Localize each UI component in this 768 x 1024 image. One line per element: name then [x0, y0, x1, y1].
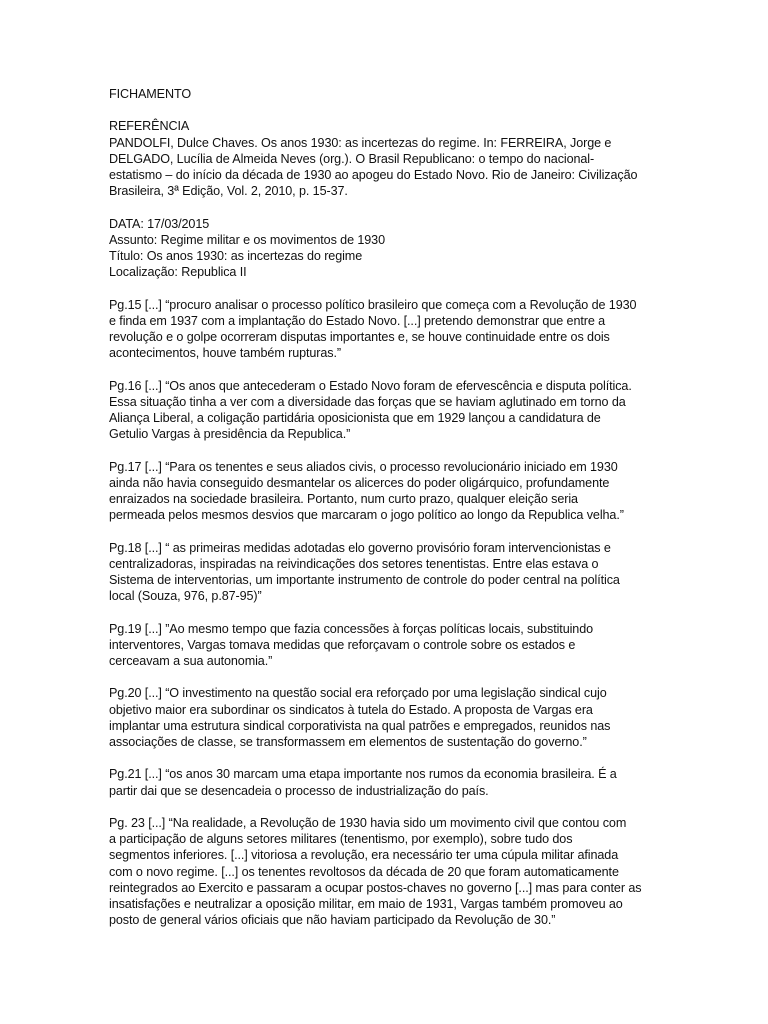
- reference-block: [109, 118, 669, 199]
- date-line: DATA: 17/03/2015: [109, 216, 210, 231]
- quote-line: permeada pelos mesmos desvios que marcaram o jogo político ao longo da Republica velha.”: [109, 508, 624, 523]
- quote-pg17: [109, 459, 669, 524]
- quote-pg20: [109, 685, 669, 750]
- quote-line: Getulio Vargas à presidência da Republica.”: [109, 427, 351, 442]
- quote-line: reintegrados ao Exercito e passaram a ocupar postos-chaves no governo [...] mas para conter as: [109, 880, 642, 895]
- quote-line: ainda não havia conseguido desmantelar os alicerces do poder oligárquico, profundamente: [109, 475, 610, 490]
- quote-line: Pg.16 [...] “Os anos que antecederam o Estado Novo foram de efervescência e disputa política.: [109, 378, 632, 393]
- quote-line: segmentos inferiores. [...] vitoriosa a revolução, era necessário ter uma cúpula militar afinada: [109, 848, 619, 863]
- location-line: Localização: Republica II: [109, 265, 247, 280]
- quote-line: associações de classe, se transformassem em elementos de sustentação do governo.”: [109, 735, 587, 749]
- quote-pg18: [109, 540, 669, 605]
- quote-line: enraizados na sociedade brasileira. Portanto, num curto prazo, qualquer eleição seria: [109, 492, 578, 506]
- quote-line: cerceavam a sua autonomia.”: [109, 654, 273, 668]
- quote-line: partir dai que se desencadeia o processo de industrialização do país.: [109, 783, 489, 798]
- document-title: FICHAMENTO: [109, 87, 192, 101]
- quote-pg16: [109, 378, 669, 443]
- quote-line: insatisfações e neutralizar a oposição militar, em maio de 1931, Vargas também promoveu ao: [109, 897, 623, 911]
- quote-line: Pg. 23 [...] “Na realidade, a Revolução de 1930 havia sido um movimento civil que contou com: [109, 815, 627, 830]
- quote-line: Essa situação tinha a ver com a diversidade das forças que se haviam aglutinado em torno da: [109, 394, 626, 409]
- quote-pg23: [109, 815, 669, 928]
- quote-line: e finda em 1937 com a implantação do Estado Novo. [...] pretendo demonstrar que entre a: [109, 313, 606, 328]
- subject-line: Assunto: Regime militar e os movimentos de 1930: [109, 232, 385, 247]
- quote-line: Pg.19 [...] ”Ao mesmo tempo que fazia concessões à forças políticas locais, substituindo: [109, 621, 594, 636]
- quote-line: Pg.17 [...] “Para os tenentes e seus aliados civis, o processo revolucionário iniciado em 1930: [109, 459, 618, 474]
- quote-line: Pg.15 [...] “procuro analisar o processo político brasileiro que começa com a Revolução de 1930: [109, 297, 637, 312]
- reference-line: PANDOLFI, Dulce Chaves. Os anos 1930: as incertezas do regime. In: FERREIRA, Jorge e: [109, 135, 612, 150]
- reference-line: DELGADO, Lucília de Almeida Neves (org.). O Brasil Republicano: o tempo do nacional-: [109, 151, 595, 166]
- quote-line: local (Souza, 976, p.87-95)”: [109, 589, 262, 604]
- quote-pg15: [109, 297, 669, 362]
- reference-line: Brasileira, 3ª Edição, Vol. 2, 2010, p. 15-37.: [109, 184, 348, 199]
- reference-line: estatismo – do início da década de 1930 ao apogeu do Estado Novo. Rio de Janeiro: Civilização: [109, 168, 638, 182]
- quote-line: Aliança Liberal, a coligação partidária oposicionista que em 1929 lançou a candidatura de: [109, 411, 601, 425]
- title-line: Título: Os anos 1930: as incertezas do regime: [109, 249, 363, 263]
- quote-pg21: [109, 766, 669, 798]
- quote-line: Pg.18 [...] “ as primeiras medidas adotadas elo governo provisório foram intervencionistas e: [109, 540, 611, 555]
- quote-line: objetivo maior era subordinar os sindicatos à tutela do Estado. A proposta de Vargas era: [109, 702, 593, 717]
- quote-pg19: [109, 621, 669, 670]
- quote-line: interventores, Vargas tomava medidas que reforçavam o controle sobre os estados e: [109, 637, 576, 652]
- quote-line: acontecimentos, houve também rupturas.”: [109, 346, 341, 361]
- quote-line: a participação de alguns setores militares (tenentismo, por exemplo), sobre tudo dos: [109, 832, 573, 847]
- quote-line: posto de general vários oficiais que não haviam participado da Revolução de 30.”: [109, 913, 556, 928]
- document-title-block: [109, 86, 669, 102]
- quote-line: centralizadoras, inspiradas na reivindicações dos setores tenentistas. Entre elas estava o: [109, 556, 599, 571]
- quote-line: Sistema de interventorias, um importante instrumento de controle do poder central na política: [109, 573, 620, 587]
- quote-line: implantar uma estrutura sindical corporativista na qual patrões e empregados, reunidos nas: [109, 718, 611, 733]
- metadata-block: [109, 216, 669, 281]
- quote-line: Pg.21 [...] “os anos 30 marcam uma etapa importante nos rumos da economia brasileira. É a: [109, 767, 617, 782]
- quote-line: revolução e o golpe ocorreram disputas importantes e, se houve continuidade entre os dois: [109, 330, 610, 344]
- document-page: [109, 86, 669, 945]
- quote-line: Pg.20 [...] “O investimento na questão social era reforçado por uma legislação sindical cujo: [109, 686, 607, 701]
- reference-heading: REFERÊNCIA: [109, 119, 190, 134]
- quote-line: com o novo regime. [...] os tenentes revoltosos da década de 20 que foram automaticamente: [109, 864, 619, 879]
